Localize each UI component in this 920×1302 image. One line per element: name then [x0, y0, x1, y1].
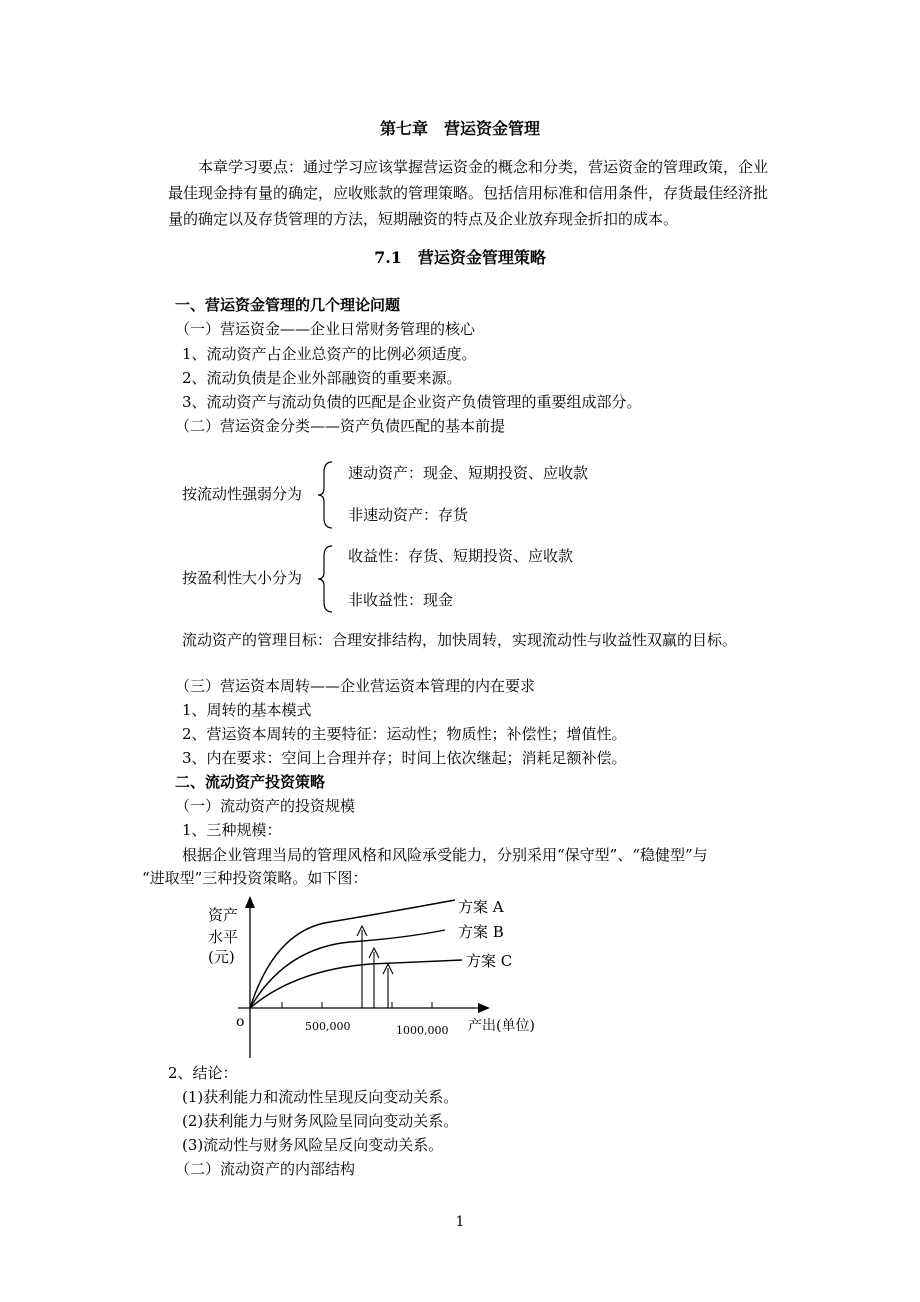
class-item: 收益性：存货、短期投资、应收款 [348, 547, 574, 565]
strategy-paragraph-line: 根据企业管理当局的管理风格和风险承受能力，分别采用“保守型”、“稳健型”与 [182, 846, 708, 864]
x-axis-arrow-icon [478, 1003, 490, 1013]
chapter-title: 第七章 营运资金管理 [379, 119, 540, 138]
heading-two: 二、流动资产投资策略 [175, 773, 326, 791]
y-axis-label-line: 资产 [208, 906, 239, 924]
list-item: 2、流动负债是企业外部融资的重要来源。 [182, 369, 462, 387]
origin-label: o [236, 1014, 245, 1030]
investment-strategy-chart [200, 890, 560, 1060]
series-line-a [250, 900, 455, 1008]
series-label-b: 方案 B [458, 923, 504, 941]
class-label-profitability: 按盈利性大小分为 [182, 569, 303, 587]
list-item: 3、内在要求：空间上合理并存；时间上依次继起；消耗足额补偿。 [182, 749, 627, 767]
brace-icon [316, 544, 334, 614]
intro-paragraph: 本章学习要点：通过学习应该掌握营运资金的概念和分类，营运资金的管理政策，企业最佳现金持有量的确定，应收账款的管理策略。包括信用标准和信用条件，存货最佳经济批量的确定以及存货管理的方法，短期融资的特点及企业放弃现金折扣的成本。 [168, 158, 769, 228]
subheading-two: （二）营运资金分类——资产负债匹配的基本前提 [175, 417, 506, 435]
subheading-four: （一）流动资产的投资规模 [175, 797, 356, 815]
strategy-paragraph-line: “进取型”三种投资策略。如下图： [142, 869, 368, 887]
subheading-one: （一）营运资金——企业日常财务管理的核心 [175, 320, 476, 338]
class-label-liquidity: 按流动性强弱分为 [182, 485, 303, 503]
x-tick-label: 500,000 [305, 1020, 351, 1033]
section-title: 7.1 营运资金管理策略 [374, 248, 546, 267]
series-label-a: 方案 A [458, 898, 504, 916]
conclusion-item: (2)获利能力与财务风险呈同向变动关系。 [182, 1112, 459, 1130]
list-item: 1、周转的基本模式 [182, 701, 312, 719]
y-axis-arrow-icon [245, 896, 255, 908]
subheading-three: （三）营运资本周转——企业营运资本管理的内在要求 [175, 677, 536, 695]
conclusion-item: (1)获利能力和流动性呈现反向变动关系。 [182, 1088, 459, 1106]
y-axis-label-line: 水平 [208, 928, 239, 946]
conclusion-item: (3)流动性与财务风险呈反向变动关系。 [182, 1136, 444, 1154]
x-axis-label: 产出(单位) [468, 1018, 535, 1034]
heading-one: 一、营运资金管理的几个理论问题 [175, 296, 401, 314]
management-goal: 流动资产的管理目标：合理安排结构，加快周转，实现流动性与收益性双赢的目标。 [182, 631, 738, 649]
list-item: 1、流动资产占企业总资产的比例必须适度。 [182, 345, 477, 363]
list-item: 2、营运资本周转的主要特征：运动性；物质性；补偿性；增值性。 [182, 725, 627, 743]
class-item: 非收益性：现金 [348, 591, 454, 609]
series-line-c [250, 960, 462, 1008]
x-tick-label: 1000,000 [396, 1024, 449, 1037]
series-label-c: 方案 C [466, 952, 513, 970]
series-line-b [250, 930, 445, 1008]
page-number: 1 [455, 1214, 465, 1230]
list-item: 1、三种规模： [182, 821, 282, 839]
brace-icon [316, 460, 334, 530]
class-item: 非速动资产：存货 [348, 506, 469, 524]
list-item: 2、结论： [168, 1064, 238, 1082]
list-item: 3、流动资产与流动负债的匹配是企业资产负债管理的重要组成部分。 [182, 393, 642, 411]
y-axis-label-line: (元) [208, 948, 235, 966]
subheading-five: （二）流动资产的内部结构 [175, 1160, 356, 1178]
class-item: 速动资产：现金、短期投资、应收款 [348, 464, 589, 482]
